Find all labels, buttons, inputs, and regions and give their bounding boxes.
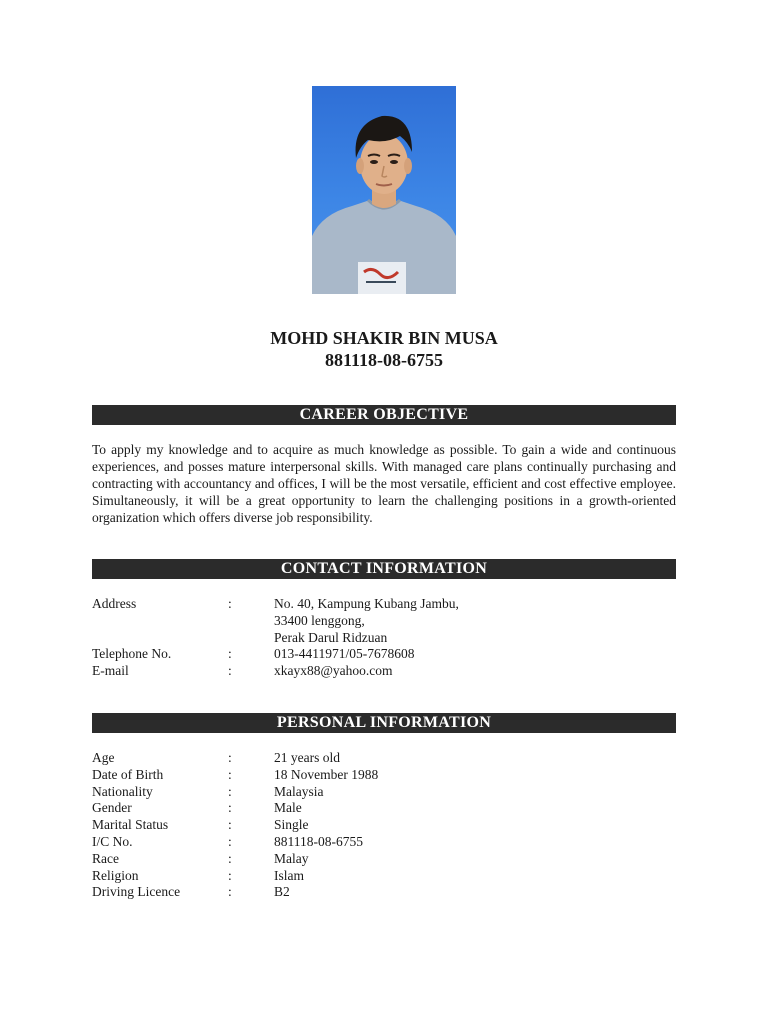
personal-row — [92, 750, 676, 767]
separator: : — [228, 783, 232, 799]
portrait-illustration — [312, 86, 456, 294]
row-label: Date of Birth — [92, 766, 164, 782]
career-objective-header: CAREER OBJECTIVE — [92, 405, 676, 425]
address-line: No. 40, Kampung Kubang Jambu, — [274, 596, 459, 611]
row-label: Nationality — [92, 783, 153, 799]
personal-row — [92, 800, 676, 817]
telephone-label: Telephone No. — [92, 646, 172, 662]
personal-row — [92, 767, 676, 784]
contact-row-address — [92, 596, 676, 646]
personal-information-table — [92, 750, 676, 901]
row-label: Age — [92, 750, 115, 765]
contact-information-table — [92, 596, 676, 680]
email-value: xkayx88@yahoo.com — [274, 663, 393, 679]
row-label: I/C No. — [92, 833, 133, 849]
personal-row — [92, 784, 676, 801]
row-value: Malay — [274, 850, 309, 866]
separator: : — [228, 867, 232, 883]
profile-photo — [312, 86, 456, 294]
row-value: Islam — [274, 867, 304, 883]
separator: : — [228, 884, 232, 900]
row-label: Religion — [92, 867, 139, 883]
separator: : — [228, 646, 232, 662]
separator: : — [228, 817, 232, 833]
separator: : — [228, 663, 232, 679]
separator: : — [228, 850, 232, 866]
address-line: 33400 lenggong, — [274, 612, 365, 628]
separator: : — [228, 766, 232, 782]
personal-row — [92, 817, 676, 834]
row-value: B2 — [274, 884, 290, 900]
telephone-value: 013-4411971/05-7678608 — [274, 646, 415, 662]
row-label: Race — [92, 850, 119, 866]
separator: : — [228, 596, 232, 611]
personal-row — [92, 884, 676, 901]
row-label: Driving Licence — [92, 884, 181, 900]
row-value: Male — [274, 800, 302, 816]
personal-row — [92, 834, 676, 851]
personal-row — [92, 868, 676, 885]
contact-row-telephone — [92, 646, 676, 663]
address-value — [274, 596, 676, 646]
personal-information-header: PERSONAL INFORMATION — [92, 713, 676, 733]
row-value: 881118-08-6755 — [274, 833, 363, 849]
row-value: 18 November 1988 — [274, 766, 379, 782]
full-name: MOHD SHAKIR BIN MUSA — [270, 328, 498, 348]
row-value: Single — [274, 817, 309, 833]
contact-row-email — [92, 663, 676, 680]
career-objective-text: To apply my knowledge and to acquire as much knowledge as possible. To gain a wide and continuous experiences, and posses mature interpersonal skills. With managed care plans continually purchasing and contracting with accountancy and offices, I will be the most versatile, efficient and cost effective employee. Simultaneously, it will be a great opportunity to learn the challenging positions in a growth-oriented organization which offers diverse job responsibility. — [92, 442, 676, 525]
row-value: 21 years old — [274, 750, 340, 765]
name-block — [0, 327, 768, 371]
separator: : — [228, 833, 232, 849]
personal-row — [92, 851, 676, 868]
row-label: Marital Status — [92, 817, 169, 833]
row-label: Gender — [92, 800, 132, 816]
ic-number: 881118-08-6755 — [324, 350, 443, 370]
separator: : — [228, 800, 232, 816]
contact-information-header: CONTACT INFORMATION — [92, 559, 676, 579]
separator: : — [228, 750, 232, 765]
address-label: Address — [92, 596, 137, 611]
row-value: Malaysia — [274, 783, 324, 799]
email-label: E-mail — [92, 663, 129, 679]
address-line: Perak Darul Ridzuan — [274, 629, 388, 645]
